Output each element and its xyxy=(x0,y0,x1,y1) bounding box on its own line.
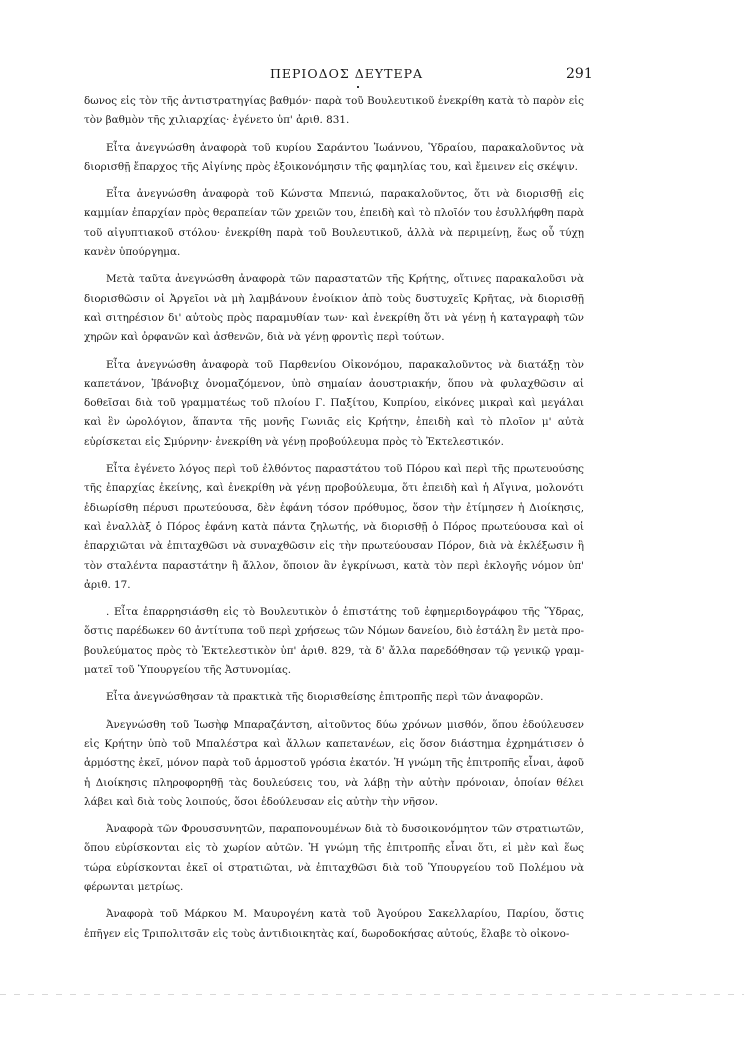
paragraph: Εἶτα ἀνεγνώσθησαν τὰ πρακτικὰ τῆς διορισθείσης ἐπιτροπῆς περὶ τῶν ἀναφορῶν. xyxy=(106,691,544,704)
paragraph: Ἀναφορὰ τῶν Φρουσσυνητῶν, παραπονουμένων διὰ τὸ δυσοικονόμητον τῶν στρατιωτῶν, ὅπου εὑρίσκονται εἰς τὸ χωρίον αὐτῶν. Ἡ γνώμη τῆς ἐπιτροπῆς εἶναι ὅτι, εἰ μὲν καὶ ἕως τώρα εὑρίσκονται ἐκεῖ οἱ στρατιῶται, νὰ ἐπιταχθῶσι διὰ τοῦ Ὑπουργείου τοῦ Πολέμου νὰ φέρωνται μετρίως. xyxy=(84,823,584,893)
page-header xyxy=(0,66,744,86)
paragraph: Εἶτα ἀνεγνώσθη ἀναφορὰ τοῦ Παρθενίου Οἰκονόμου, παρακαλοῦντος νὰ διατάξῃ τὸν καπετάνον, Ἰβάνοβιχ ὀνομαζόμενον, ὑπὸ σημαίαν ἀουστριακήν, ὅπου νὰ φυλαχθῶσιν αἱ δοθεῖσαι διὰ τοῦ γραμματέως τοῦ πλοίου Γ. Παξίτου, Κυπρίου, εἰκόνες μικραὶ καὶ μεγάλαι καὶ ἓν ὡρολόγιον, ἅπαντα τῆς μονῆς Γωνιᾶς εἰς Κρήτην, ἐπειδὴ καὶ τὸ πλοῖον μ' αὐτὰ εὑρίσκεται εἰς Σμύρνην· ἐνεκρίθη νὰ γένῃ προβούλευμα πρὸς τὸ Ἐκτελεστικόν. xyxy=(84,358,584,448)
paragraph: Εἶτα ἀνεγνώσθη ἀναφορὰ τοῦ κυρίου Σαράντου Ἰωάννου, Ὑδραίου, παρακαλοῦντος νὰ διορισθῇ ἔπαρχος τῆς Αἰγίνης πρὸς ἐξοικονόμησιν τῆς φαμηλίας του, καὶ ἔμεινεν εἰς σκέψιν. xyxy=(84,141,584,173)
scan-artifact-line xyxy=(0,994,744,995)
paragraph: Ἀνεγνώσθη τοῦ Ἰωσὴφ Μπαραζάντση, αἰτοῦντος δύω χρόνων μισθόν, ὅπου ἐδούλευσεν εἰς Κρήτην ὑπὸ τοῦ Μπαλέστρα καὶ ἄλλων καπετανέων, εἰς ὅσον διάστημα ἐχρημάτισεν ὁ ἁρμόστης ἐκεῖ, μόνον παρὰ τοῦ ἁρμοστοῦ γρόσια ἑκατόν. Ἡ γνώμη τῆς ἐπιτροπῆς εἶναι, ἀφοῦ ἡ Διοίκησις πληροφορηθῇ τὰς δουλεύσεις του, νὰ λάβῃ τὴν αὐτὴν πρόνοιαν, ὁποίαν θέλει λάβει καὶ διὰ τοὺς λοιπούς, ὅσοι ἐδούλευσαν εἰς αὐτὴν τὴν νῆσον. xyxy=(84,718,584,808)
page-number: 291 xyxy=(566,66,593,82)
header-mark xyxy=(357,86,359,88)
paragraph: Εἶτα ἐγένετο λόγος περὶ τοῦ ἐλθόντος παραστάτου τοῦ Πόρου καὶ περὶ τῆς πρωτευούσης τῆς ἐπαρχίας ἐκείνης, καὶ ἐνεκρίθη νὰ γένῃ προβούλευμα, ὅτι ἐπειδὴ καὶ ἡ Αἴγινα, μολονότι ἐδιωρίσθη πέρυσι πρωτεύουσα, δὲν ἐφάνη τόσον πρόθυμος, ὅσον τὴν ἐτίμησεν ἡ Διοίκησις, καὶ ἐναλλὰξ ὁ Πόρος ἐφάνη κατὰ πάντα ζηλωτής, νὰ διορισθῇ ὁ Πόρος πρωτεύουσα καὶ οἱ ἐπαρχιῶται νὰ ἐπιταχθῶσι νὰ συναχθῶσιν εἰς τὴν πρωτεύουσαν Πόρον, διὰ νὰ ἐκλέξωσιν ἢ τὸν σταλέντα παραστάτην ἢ ἄλλον, ὅποιον ἂν ἐγκρίνωσι, κατὰ τὸν περὶ ἐκλογῆς νόμον ὑπ' ἀριθ. 17. xyxy=(84,463,584,591)
paragraph: Μετὰ ταῦτα ἀνεγνώσθη ἀναφορὰ τῶν παραστατῶν τῆς Κρήτης, οἵτινες παρακαλοῦσι νὰ διορισθῶσιν οἱ Ἀργεῖοι νὰ μὴ λαμβάνουν ἐνοίκιον ἀπὸ τοὺς δυστυχεῖς Κρῆτας, νὰ διορισθῇ καὶ σιτηρέσιον δι' αὐτοὺς πρὸς παραμυθίαν των· καὶ ἐνεκρίθη ὅτι νὰ γένῃ ἡ καταγραφὴ τῶν χηρῶν καὶ ὀρφανῶν καὶ ἀσθενῶν, διὰ νὰ γένῃ φροντὶς περὶ τούτων. xyxy=(84,273,584,344)
paragraph: Ἀναφορὰ τοῦ Μάρκου Μ. Μαυρογένη κατὰ τοῦ Ἀγούρου Σακελλαρίου, Παρίου, ὅστις ἐπῆγεν εἰς Τριπολιτσᾶν εἰς τοὺς ἀντιδιοικητὰς καί, δωροδοκήσας αὐτούς, ἔλαβε τὸ οἰκονο- xyxy=(84,908,584,940)
body-text xyxy=(84,92,584,952)
paragraph-continuation: δωνος εἰς τὸν τῆς ἀντιστρατηγίας βαθμόν· παρὰ τοῦ Βουλευτικοῦ ἐνεκρίθη κατὰ τὸ παρὸν εἰς τὸν βαθμὸν τῆς χιλιαρχίας· ἐγένετο ὑπ' ἀριθ. 831. xyxy=(84,95,584,127)
running-head: ΠΕΡΙΟΔΟΣ ΔΕΥΤΕΡΑ xyxy=(270,66,424,81)
paragraph: Εἶτα ἀνεγνώσθη ἀναφορὰ τοῦ Κώνστα Μπενιώ, παρακαλοῦντος, ὅτι νὰ διορισθῇ εἰς καμμίαν ἐπαρχίαν πρὸς θεραπείαν τῶν χρειῶν του, ἐπειδὴ καὶ τὸ πλοῖόν του ἐσυλλήφθη παρὰ τοῦ αἰγυπτιακοῦ στόλου· ἐνεκρίθη παρὰ τοῦ Βουλευτικοῦ, ἀλλὰ νὰ περιμείνῃ, ἕως οὗ τύχῃ κανὲν ὑπούργημα. xyxy=(84,188,584,259)
paragraph: . Εἶτα ἐπαρρησιάσθη εἰς τὸ Βουλευτικὸν ὁ ἐπιστάτης τοῦ ἐφημεριδογράφου τῆς Ὕδρας, ὅστις παρέδωκεν 60 ἀντίτυπα τοῦ περὶ χρήσεως τῶν Νόμων δανείου, διὸ ἐστάλη ἓν μετὰ προβουλεύματος πρὸς τὸ Ἐκτελεστικὸν ὑπ' ἀριθ. 829, τὰ δ' ἄλλα παρεδόθησαν τῷ γενικῷ γραμματεῖ τοῦ Ὑπουργείου τῆς Ἀστυνομίας. xyxy=(84,606,584,677)
